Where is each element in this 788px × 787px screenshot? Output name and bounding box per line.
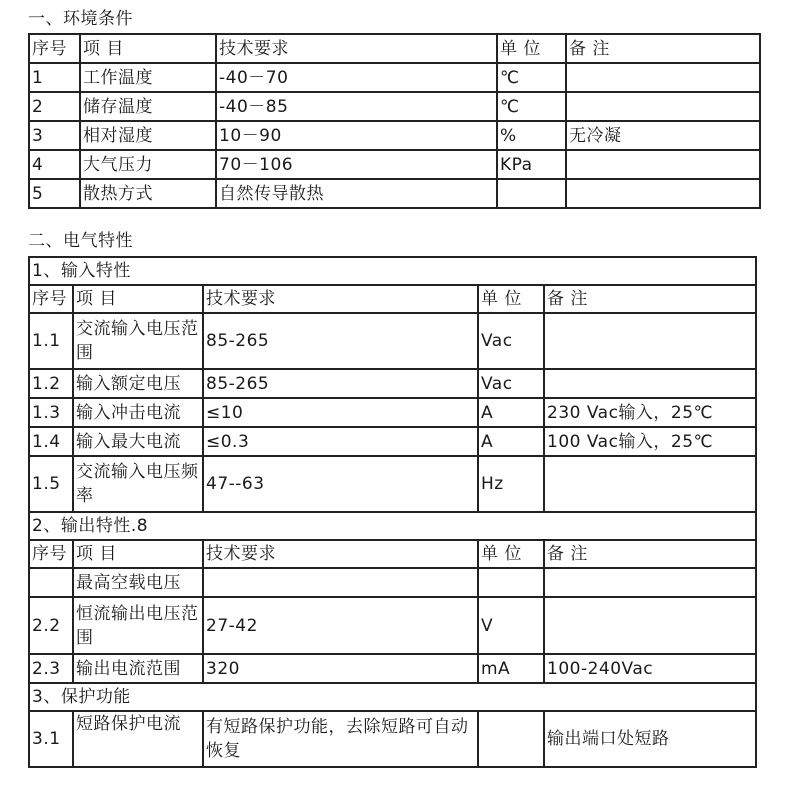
cell-remark: 230 Vac输入，25℃ (544, 398, 756, 427)
cell-item: 交流输入电压频率 (73, 456, 203, 512)
cell-index: 4 (29, 150, 80, 179)
cell-unit: Hz (478, 456, 544, 512)
cell-unit (497, 179, 566, 208)
cell-unit: ℃ (497, 92, 566, 121)
cell-index: 2.3 (29, 654, 73, 683)
cell-requirement: ≤0.3 (203, 427, 478, 456)
cell-remark (544, 568, 756, 597)
table-row (29, 369, 756, 398)
subsection-title-input: 1、输入特性 (29, 257, 756, 285)
cell-index: 1.3 (29, 398, 73, 427)
cell-unit: V (478, 597, 544, 654)
cell-remark (566, 92, 760, 121)
cell-requirement: 10－90 (216, 121, 497, 150)
section1-heading: 一、环境条件 (28, 9, 133, 29)
electrical-table (28, 256, 757, 768)
cell-unit: A (478, 398, 544, 427)
table-row (29, 654, 756, 683)
cell-remark: 无冷凝 (566, 121, 760, 150)
header-cell: 项 目 (73, 285, 203, 313)
cell-unit: mA (478, 654, 544, 683)
cell-requirement: 85-265 (203, 369, 478, 398)
cell-requirement: -40－85 (216, 92, 497, 121)
table-row (29, 179, 760, 208)
header-cell: 技术要求 (203, 285, 478, 313)
table-row (29, 121, 760, 150)
cell-item: 储存温度 (80, 92, 216, 121)
cell-requirement (203, 568, 478, 597)
cell-remark (566, 63, 760, 92)
header-cell: 单 位 (478, 285, 544, 313)
cell-unit: Vac (478, 369, 544, 398)
header-cell: 项 目 (80, 34, 216, 63)
cell-index: 1.1 (29, 313, 73, 369)
cell-remark (566, 179, 760, 208)
cell-index: 5 (29, 179, 80, 208)
cell-remark (544, 313, 756, 369)
cell-item: 输入额定电压 (73, 369, 203, 398)
header-cell: 序号 (29, 34, 80, 63)
environment-table (28, 33, 761, 209)
cell-item: 输入最大电流 (73, 427, 203, 456)
cell-remark: 100 Vac输入，25℃ (544, 427, 756, 456)
cell-index: 2 (29, 92, 80, 121)
subsection-row (29, 683, 756, 711)
header-cell: 技术要求 (216, 34, 497, 63)
cell-requirement: 70－106 (216, 150, 497, 179)
cell-unit: ℃ (497, 63, 566, 92)
cell-requirement: 47--63 (203, 456, 478, 512)
table-header-row (29, 540, 756, 568)
table-row (29, 427, 756, 456)
cell-index: 2.2 (29, 597, 73, 654)
cell-item: 最高空载电压 (73, 568, 203, 597)
cell-index: 1.5 (29, 456, 73, 512)
cell-item: 大气压力 (80, 150, 216, 179)
cell-item: 短路保护电流 (73, 711, 203, 767)
cell-requirement: ≤10 (203, 398, 478, 427)
cell-item: 工作温度 (80, 63, 216, 92)
header-cell: 备 注 (566, 34, 760, 63)
table-row (29, 456, 756, 512)
table-row (29, 711, 756, 767)
header-cell: 备 注 (544, 285, 756, 313)
subsection-title-protection: 3、保护功能 (29, 683, 756, 711)
table-row (29, 150, 760, 179)
cell-unit (478, 568, 544, 597)
table-row (29, 92, 760, 121)
table-row (29, 597, 756, 654)
cell-item: 相对湿度 (80, 121, 216, 150)
cell-item: 恒流输出电压范围 (73, 597, 203, 654)
cell-index: 3.1 (29, 711, 73, 767)
cell-remark (544, 597, 756, 654)
cell-requirement: -40－70 (216, 63, 497, 92)
cell-requirement: 320 (203, 654, 478, 683)
cell-remark: 100-240Vac (544, 654, 756, 683)
cell-index: 1.2 (29, 369, 73, 398)
cell-unit: A (478, 427, 544, 456)
cell-requirement: 自然传导散热 (216, 179, 497, 208)
table-row (29, 398, 756, 427)
cell-unit: % (497, 121, 566, 150)
table-row (29, 63, 760, 92)
cell-item: 交流输入电压范围 (73, 313, 203, 369)
cell-index: 3 (29, 121, 80, 150)
table-header-row (29, 285, 756, 313)
header-cell: 技术要求 (203, 540, 478, 568)
cell-item: 输入冲击电流 (73, 398, 203, 427)
cell-index: 1 (29, 63, 80, 92)
header-cell: 单 位 (478, 540, 544, 568)
subsection-row (29, 512, 756, 540)
subsection-title-output: 2、输出特性.8 (29, 512, 756, 540)
table-row (29, 313, 756, 369)
cell-requirement: 有短路保护功能，去除短路可自动恢复 (203, 711, 478, 767)
section2-heading: 二、电气特性 (28, 231, 133, 251)
cell-requirement: 27-42 (203, 597, 478, 654)
cell-index: 1.4 (29, 427, 73, 456)
cell-unit (478, 711, 544, 767)
cell-unit: Vac (478, 313, 544, 369)
cell-unit: KPa (497, 150, 566, 179)
cell-item: 输出电流范围 (73, 654, 203, 683)
cell-remark (566, 150, 760, 179)
cell-remark (544, 369, 756, 398)
header-cell: 备 注 (544, 540, 756, 568)
header-cell: 项 目 (73, 540, 203, 568)
subsection-row (29, 257, 756, 285)
cell-index (29, 568, 73, 597)
table-header-row (29, 34, 760, 63)
cell-remark: 输出端口处短路 (544, 711, 756, 767)
header-cell: 单 位 (497, 34, 566, 63)
table-row (29, 568, 756, 597)
cell-remark (544, 456, 756, 512)
header-cell: 序号 (29, 540, 73, 568)
header-cell: 序号 (29, 285, 73, 313)
cell-requirement: 85-265 (203, 313, 478, 369)
cell-item: 散热方式 (80, 179, 216, 208)
